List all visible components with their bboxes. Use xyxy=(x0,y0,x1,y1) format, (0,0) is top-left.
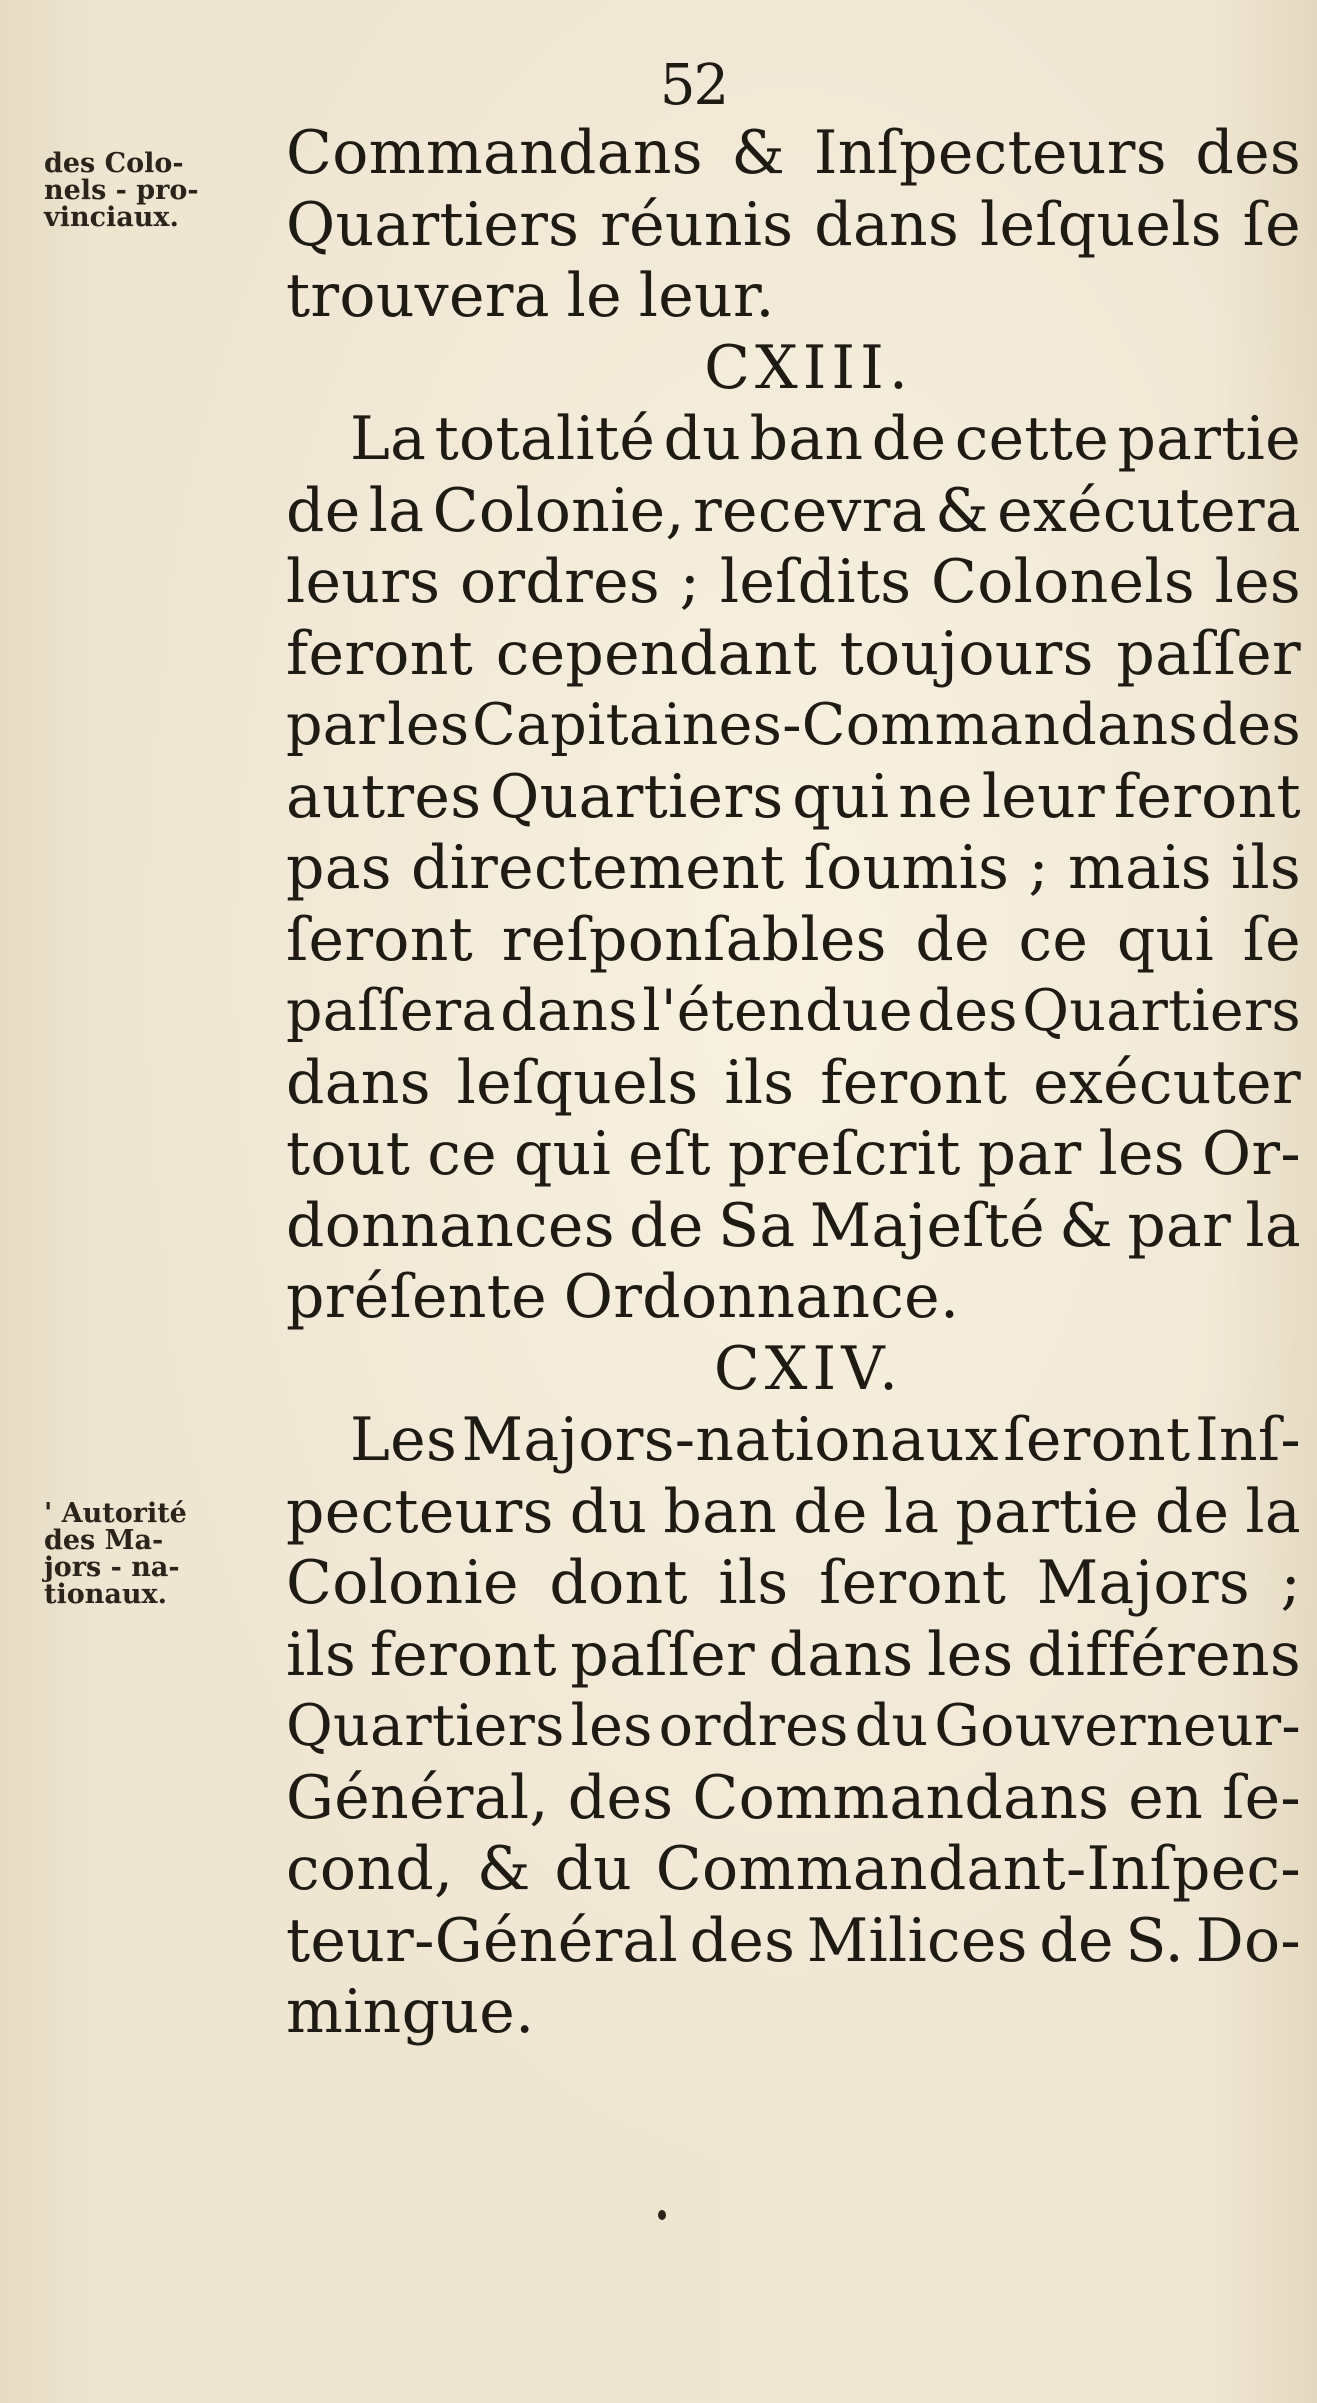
word: feront xyxy=(1113,761,1301,832)
word: la xyxy=(1245,1476,1301,1547)
word: exécutera xyxy=(997,475,1301,546)
word: ce xyxy=(427,1119,497,1189)
word: feront xyxy=(369,1619,557,1690)
word: Capitaines-Commandans xyxy=(472,692,1198,758)
text-line xyxy=(286,547,1301,619)
word: les xyxy=(387,692,470,758)
margin-note-line: vinciaux. xyxy=(44,202,179,233)
word: pas xyxy=(286,833,392,903)
word: la xyxy=(1245,1190,1301,1261)
text-line xyxy=(286,1048,1301,1120)
word: Général, xyxy=(286,1762,549,1833)
word: dans xyxy=(768,1619,914,1690)
text-line xyxy=(286,1548,1301,1620)
word: de xyxy=(286,475,361,546)
text-line xyxy=(286,190,1301,262)
text-line xyxy=(286,1477,1301,1549)
word: teur-Général xyxy=(286,1905,679,1976)
word: Quartiers xyxy=(286,189,580,260)
margin-note-line: jors - na- xyxy=(44,1552,180,1583)
word: Colonie xyxy=(286,1548,519,1618)
word: ; xyxy=(1280,1548,1301,1618)
text-line xyxy=(286,762,1301,834)
word: des xyxy=(689,1905,796,1976)
text-line xyxy=(286,905,1301,977)
margin-note-line: des Colo- xyxy=(44,148,184,179)
word: & xyxy=(935,475,989,546)
word: Quartiers xyxy=(490,761,784,832)
word: ils xyxy=(724,1047,795,1118)
word: du xyxy=(663,404,742,474)
word: Les xyxy=(350,1405,458,1475)
text-line xyxy=(286,1834,1301,1906)
word: partie xyxy=(1117,404,1301,474)
word: ils xyxy=(718,1548,789,1618)
word: Milices xyxy=(806,1905,1028,1976)
margin-note-line: nels - pro- xyxy=(44,175,199,206)
word: Colonels xyxy=(931,547,1195,617)
ink-speck xyxy=(658,2210,666,2220)
text-line xyxy=(286,261,1301,333)
word: Inſpecteurs xyxy=(813,118,1167,188)
word: les xyxy=(1214,547,1301,617)
word: Majors xyxy=(1036,1548,1250,1618)
text-line xyxy=(286,1191,1301,1263)
word: dans xyxy=(814,189,960,260)
word: toujours xyxy=(839,618,1094,689)
word: de xyxy=(915,904,990,975)
word: ordres xyxy=(459,547,660,617)
word: ; xyxy=(679,547,701,617)
text-line xyxy=(286,1405,1301,1477)
word: Gouverneur- xyxy=(934,1693,1301,1759)
word: des xyxy=(1195,118,1301,188)
margin-note-line: tionaux. xyxy=(44,1579,167,1610)
word: leur xyxy=(981,761,1106,832)
word: mais xyxy=(1067,833,1212,903)
word: de xyxy=(871,404,947,474)
word: la xyxy=(368,475,425,546)
word: ce xyxy=(1018,904,1089,975)
word: Or- xyxy=(1201,1119,1301,1189)
word: preſcrit xyxy=(727,1119,961,1189)
word: des xyxy=(567,1762,674,1833)
text-line xyxy=(286,404,1301,476)
word: Commandans xyxy=(286,118,703,188)
word: qui xyxy=(1116,904,1215,975)
text-line xyxy=(286,833,1301,905)
word: S. xyxy=(1125,1905,1185,1976)
word: & xyxy=(731,118,786,188)
word: dans xyxy=(286,1047,431,1118)
margin-note-line: ' Autorité xyxy=(44,1498,187,1529)
word: paſſera xyxy=(286,978,496,1044)
word: des xyxy=(1200,692,1301,758)
text-line xyxy=(286,1119,1301,1191)
word: du xyxy=(554,1834,633,1904)
word: leſquels xyxy=(979,189,1222,260)
word: par xyxy=(977,1119,1082,1189)
word: leſdits xyxy=(719,547,912,617)
word: de xyxy=(629,1190,704,1261)
word: de xyxy=(1154,1476,1230,1547)
word: leſquels xyxy=(456,1047,699,1118)
word: les xyxy=(927,1619,1014,1690)
word: les xyxy=(570,1693,653,1759)
word: ne xyxy=(898,761,973,832)
word: cond, xyxy=(286,1834,454,1904)
word: feront xyxy=(820,1047,1008,1118)
text-line xyxy=(286,1620,1301,1692)
word: leur. xyxy=(638,261,775,331)
word: Do- xyxy=(1195,1905,1301,1976)
word: du xyxy=(854,1693,929,1759)
word: les xyxy=(1098,1119,1185,1189)
word: ſeront xyxy=(286,904,474,975)
word: eſt xyxy=(628,1119,711,1189)
margin-note-line: des Ma- xyxy=(44,1525,164,1556)
word: qui xyxy=(792,761,890,832)
text-line xyxy=(286,976,1301,1048)
word: par xyxy=(286,692,385,758)
word: Ordonnance. xyxy=(563,1262,960,1332)
word: ban xyxy=(749,404,864,474)
word: ſeront xyxy=(1003,1405,1191,1475)
text-line xyxy=(286,619,1301,691)
word: & xyxy=(477,1834,531,1904)
word: Quartiers xyxy=(286,1693,565,1759)
word: donnances xyxy=(286,1190,615,1261)
word: Sa xyxy=(717,1190,796,1261)
word: différens xyxy=(1027,1619,1301,1690)
word: ſoumis xyxy=(803,833,1010,903)
main-text-column xyxy=(286,118,1301,2049)
word: leurs xyxy=(286,547,441,617)
word: de xyxy=(793,1476,868,1547)
text-line xyxy=(286,1262,1301,1334)
word: ils xyxy=(1230,833,1301,903)
word: Commandant-Inſpec- xyxy=(655,1834,1301,1904)
word: le xyxy=(566,261,622,331)
word: cependant xyxy=(495,618,818,689)
word: paſſer xyxy=(570,1619,755,1690)
text-line xyxy=(286,1906,1301,1978)
word: Commandans xyxy=(692,1762,1110,1833)
text-line xyxy=(286,1763,1301,1835)
word: ſe xyxy=(1242,189,1301,260)
word: tout xyxy=(286,1119,411,1189)
word: totalité xyxy=(434,404,656,474)
word: ban xyxy=(663,1476,778,1547)
word: Majors-nationaux xyxy=(461,1405,999,1475)
word: Quartiers xyxy=(1022,978,1301,1044)
word: l'étendue xyxy=(642,978,913,1044)
page-number: 52 xyxy=(659,53,728,118)
word: ordres xyxy=(658,1693,849,1759)
word: reſponſables xyxy=(501,904,887,975)
word: du xyxy=(569,1476,648,1547)
word: recevra xyxy=(693,475,927,546)
word: ſe xyxy=(1242,904,1301,975)
word: par xyxy=(1127,1190,1232,1261)
word: exécuter xyxy=(1033,1047,1301,1118)
word: autres xyxy=(286,761,482,832)
word: trouvera xyxy=(286,261,550,331)
word: mingue. xyxy=(286,1977,535,2047)
word: Inſ- xyxy=(1194,1405,1301,1475)
word: ſe- xyxy=(1222,1762,1301,1833)
word: ; xyxy=(1028,833,1049,903)
word: paſſer xyxy=(1116,618,1301,689)
article-heading: CXIV. xyxy=(713,1333,904,1404)
word: pecteurs xyxy=(286,1476,554,1547)
word: de xyxy=(1039,1905,1114,1976)
word: Majeſté xyxy=(809,1190,1045,1261)
margin-note-autorite-majors xyxy=(44,1500,280,1608)
word: réunis xyxy=(600,189,794,260)
word: dans xyxy=(500,978,638,1044)
word: & xyxy=(1059,1190,1114,1261)
text-line xyxy=(286,690,1301,762)
word: La xyxy=(350,404,427,474)
word: la xyxy=(883,1476,940,1547)
word: en xyxy=(1128,1762,1204,1833)
word: directement xyxy=(410,833,785,903)
word: ſeront xyxy=(819,1548,1007,1618)
word: cette xyxy=(954,404,1110,474)
word: des xyxy=(917,978,1018,1044)
word: Colonie, xyxy=(432,475,685,546)
word: préſente xyxy=(286,1262,547,1332)
text-line xyxy=(286,476,1301,548)
word: feront xyxy=(286,618,474,689)
word: ils xyxy=(286,1619,357,1690)
word: partie xyxy=(955,1476,1139,1547)
margin-note-colonels-provinciaux xyxy=(44,150,280,231)
text-line xyxy=(286,1977,1301,2049)
text-line xyxy=(286,1691,1301,1763)
article-heading: CXIII. xyxy=(704,332,913,403)
word: qui xyxy=(513,1119,612,1189)
word: dont xyxy=(549,1548,688,1618)
text-line xyxy=(286,118,1301,190)
